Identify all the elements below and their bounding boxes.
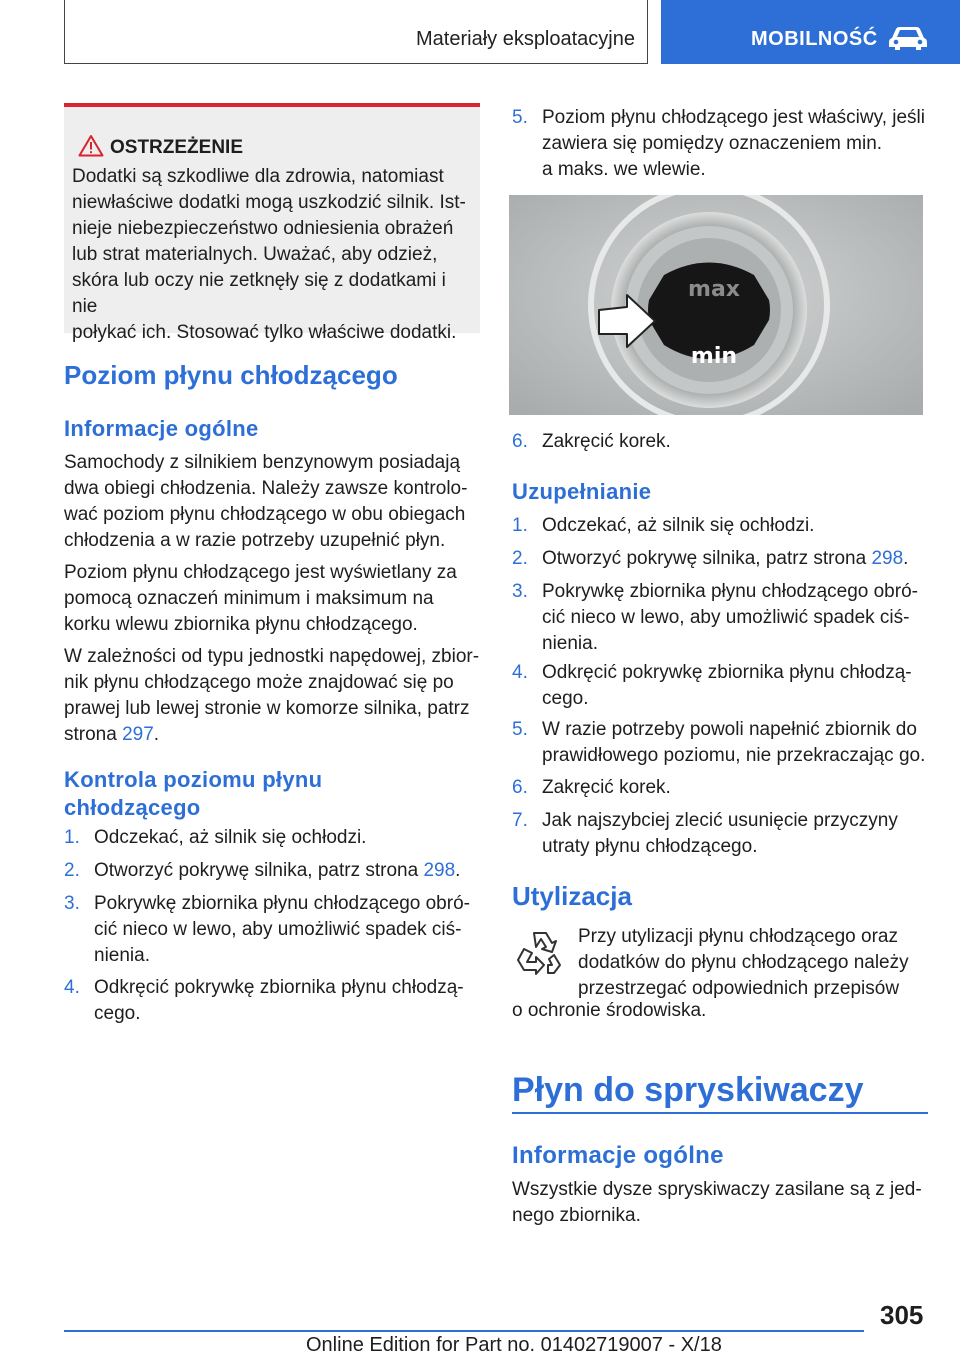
warning-text [72, 164, 476, 346]
list-item: 7. Jak najszybciej zlecić usunięcie przyczyny utraty płynu chłodzącego. [512, 810, 898, 857]
recycle-icon [514, 927, 566, 977]
warning-line: lub strat materialnych. Uważać, aby odzież, [72, 244, 438, 265]
list-item: 6. Zakręcić korek. [512, 777, 671, 798]
coolant-cap-illustration [509, 195, 923, 415]
edition-text: Online Edition for Part no. 01402719007 - X/18 [306, 1334, 722, 1356]
list-item: 1. Odczekać, aż silnik się ochłodzi. [64, 827, 367, 848]
max-marking: max [688, 277, 740, 302]
list-item: 6. Zakręcić korek. [512, 431, 671, 452]
list-item: 2. Otworzyć pokrywę silnika, patrz strona 298. [512, 548, 909, 569]
list-item: 4. Odkręcić pokrywkę zbiornika płynu chłodzą- cego. [64, 977, 464, 1024]
section-title: Materiały eksploatacyjne [416, 28, 635, 50]
page-link-298[interactable]: 298 [423, 860, 456, 881]
disposal-heading: Utylizacja [512, 881, 632, 911]
warning-line: niewłaściwe dodatki mogą uszkodzić silnik. Ist- [72, 192, 466, 213]
list-item: 3. Pokrywkę zbiornika płynu chłodzącego obró- cić nieco w lewo, aby umożliwić spadek ciś- nienia. [64, 893, 470, 966]
warning-line: Dodatki są szkodliwe dla zdrowia, natomiast [72, 166, 444, 187]
footer-rule [64, 1330, 864, 1332]
list-item: 1. Odczekać, aż silnik się ochłodzi. [512, 515, 815, 536]
warning-box [64, 103, 480, 343]
page-link-298[interactable]: 298 [871, 548, 904, 569]
list-item: 3. Pokrywkę zbiornika płynu chłodzącego obró- cić nieco w lewo, aby umożliwić spadek ciś- nienia. [512, 581, 918, 654]
chapter-tab[interactable] [661, 0, 960, 64]
car-icon [887, 24, 929, 52]
warning-line: nieje niebezpieczeństwo odniesienia obrażeń [72, 218, 454, 239]
paragraph: Samochody z silnikiem benzynowym posiadają dwa obiegi chłodzenia. Należy zawsze kontrolo- wać poziom płynu chłodzącego w obu obiegach chłodzenia a w razie potrzeby uzupełnić płyn. [64, 452, 468, 551]
list-item: 2. Otworzyć pokrywę silnika, patrz strona 298. [64, 860, 461, 881]
warning-line: skóra lub oczy nie zetknęły się z dodatkami i nie [72, 270, 446, 317]
list-item: 5. Poziom płynu chłodzącego jest właściwy, jeśli zawiera się pomiędzy oznaczeniem min. a maks. we wlewie. [512, 107, 925, 180]
washer-general-text: Wszystkie dysze spryskiwaczy zasilane są z jed- nego zbiornika. [512, 1179, 922, 1226]
coolant-heading: Poziom płynu chłodzącego [64, 360, 398, 390]
coolant-cap-photo [509, 195, 923, 415]
list-item: 5. W razie potrzeby powoli napełnić zbiornik do prawidłowego poziomu, nie przekraczając go. [512, 719, 926, 766]
coolant-general-text [64, 450, 480, 748]
header-section-box [64, 0, 648, 64]
washer-heading: Płyn do spryskiwaczy [512, 1071, 864, 1109]
heading-rule [512, 1112, 928, 1114]
list-item: 4. Odkręcić pokrywkę zbiornika płynu chłodzą- cego. [512, 662, 912, 709]
paragraph: W zależności od typu jednostki napędowej, zbior- nik płynu chłodzącego może znajdować się po prawej lub lewej stronie w komorze silnika, patrz strona 297. [64, 646, 480, 745]
chapter-label: MOBILNOŚĆ [751, 28, 878, 50]
warning-title: OSTRZEŻENIE [110, 137, 244, 158]
coolant-general-heading: Informacje ogólne [64, 416, 259, 441]
washer-general-heading: Informacje ogólne [512, 1142, 724, 1169]
page-number: 305 [880, 1300, 924, 1330]
coolant-check-heading: Kontrola poziomu płynu chłodzącego [64, 767, 323, 820]
disposal-text: Przy utylizacji płynu chłodzącego oraz dodatków do płynu chłodzącego należy przestrzegać odpowiednich przepisów [578, 926, 909, 999]
page-link-297[interactable]: 297 [122, 724, 154, 745]
warning-triangle-icon [78, 134, 104, 157]
paragraph: Poziom płynu chłodzącego jest wyświetlany za pomocą oznaczeń minimum i maksimum na korku wlewu zbiornika płynu chłodzącego. [64, 562, 457, 635]
refill-heading: Uzupełnianie [512, 479, 652, 504]
disposal-last-line: o ochronie środowiska. [512, 1000, 707, 1021]
min-marking: min [690, 344, 738, 369]
warning-line: połykać ich. Stosować tylko właściwe dodatki. [72, 322, 457, 343]
